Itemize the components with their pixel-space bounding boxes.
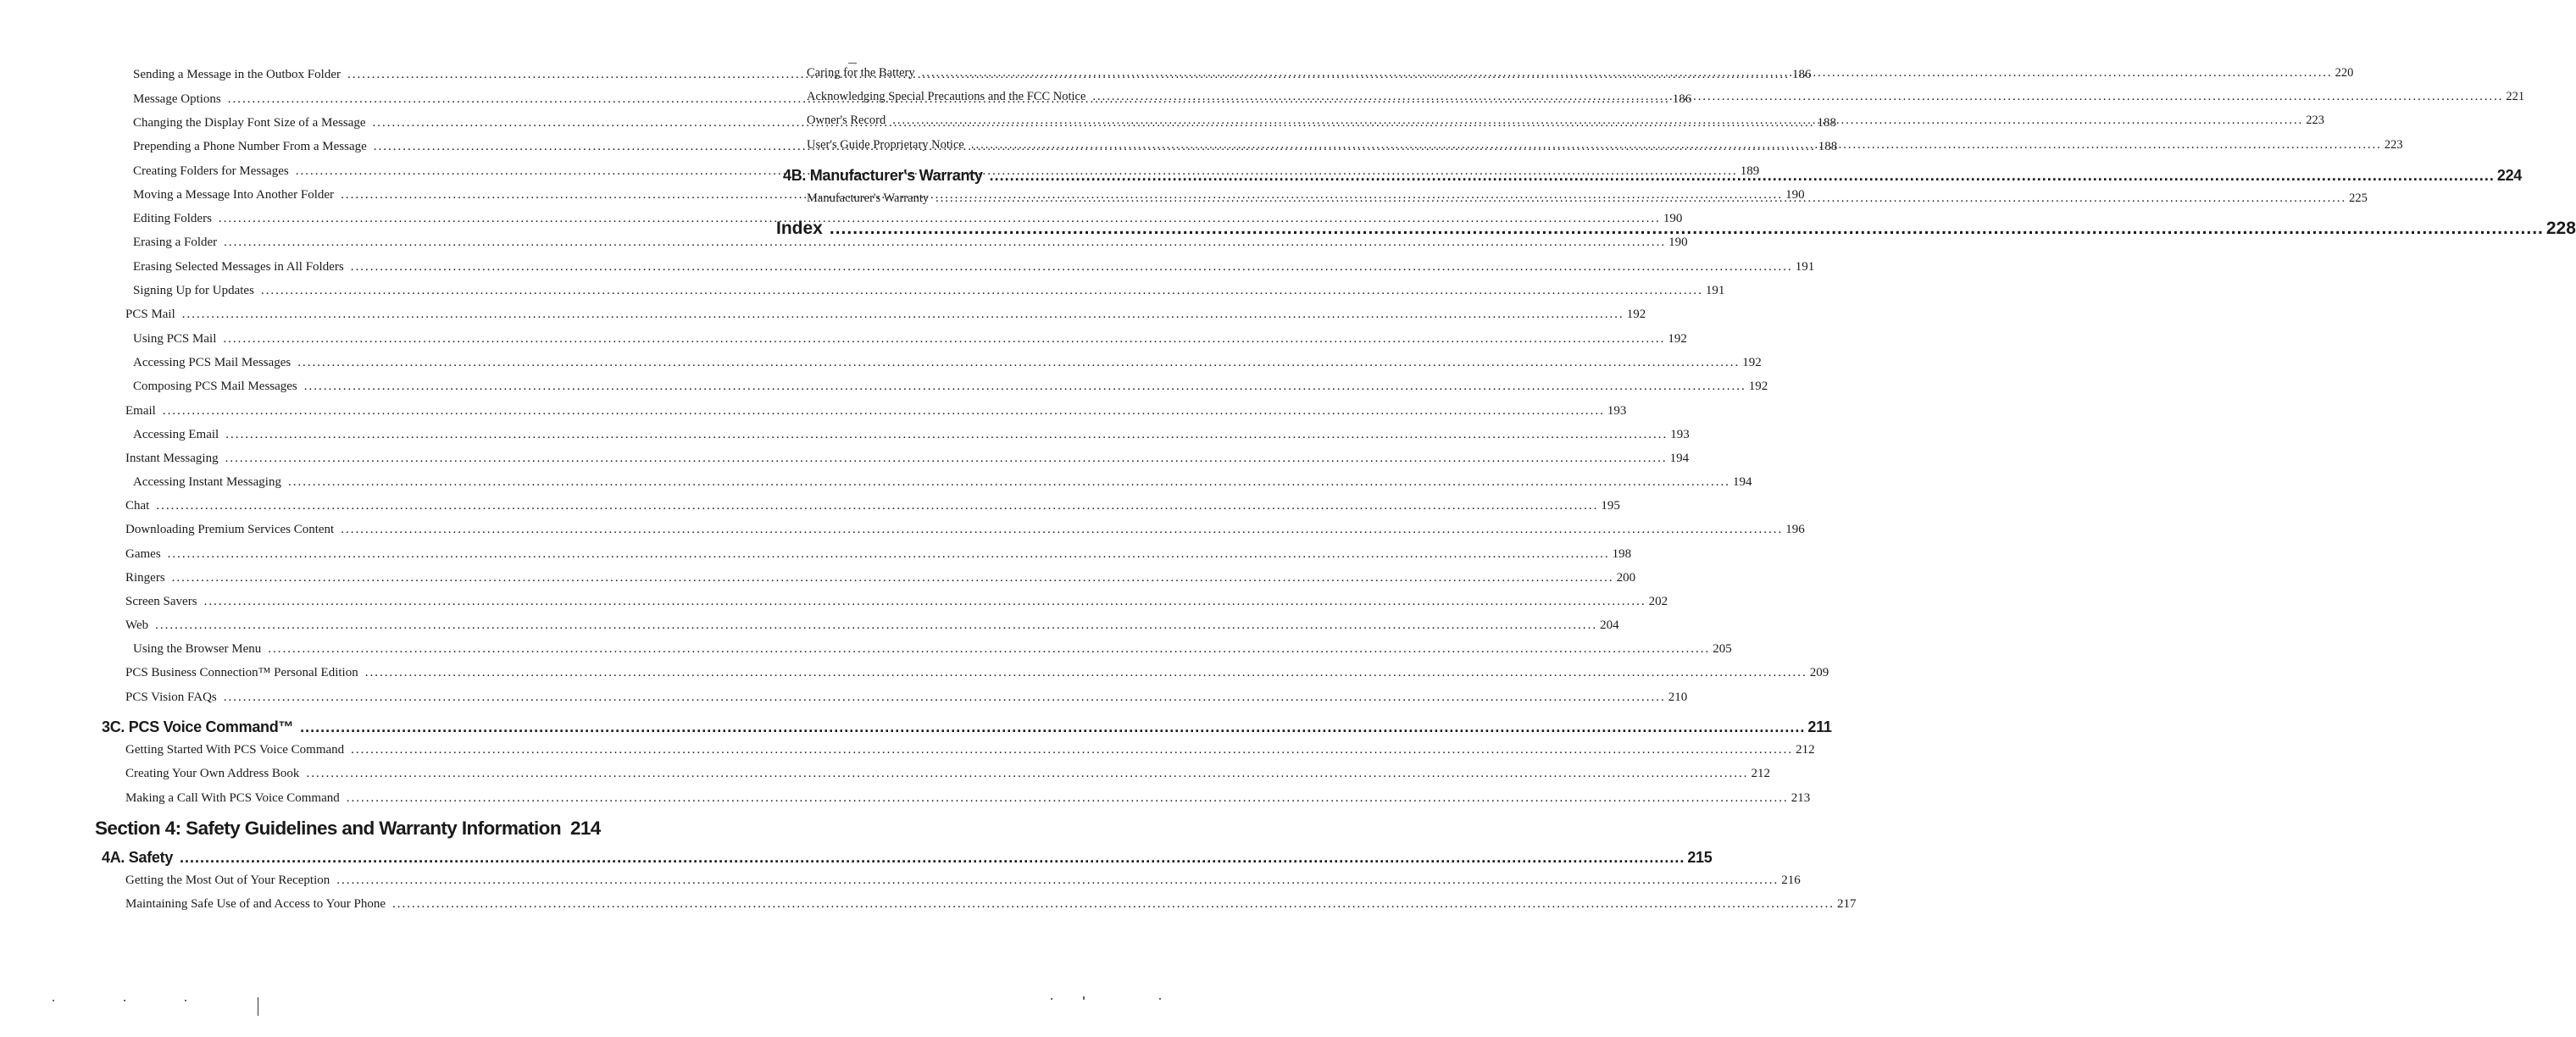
toc-entry-page: 194 (1732, 475, 1752, 489)
toc-entry (95, 666, 1829, 680)
scan-mark (848, 63, 857, 64)
toc-entry-page: 223 (2384, 138, 2403, 152)
toc-entry-title: Accessing PCS Mail Messages (133, 356, 291, 369)
dot-leader (182, 308, 1624, 322)
toc-entry (95, 718, 1832, 736)
dot-leader (261, 284, 1703, 298)
toc-entry (776, 219, 2576, 239)
toc-entry-page: 209 (1809, 666, 1829, 679)
toc-entry-title: Web (125, 618, 149, 632)
toc-entry (95, 428, 1690, 442)
dot-leader (180, 849, 1685, 867)
toc-entry-title: Using PCS Mail (133, 332, 217, 346)
toc-entry-title: Email (125, 404, 156, 418)
dot-leader (971, 138, 2382, 152)
dot-leader (172, 571, 1614, 585)
dot-leader (351, 260, 1793, 274)
dot-leader (225, 428, 1668, 442)
scan-dot (1159, 998, 1161, 1000)
toc-entry-page: 190 (1663, 212, 1683, 225)
dot-leader (351, 743, 1793, 757)
dot-leader (922, 66, 2333, 80)
toc-entry-title: Downloading Premium Services Content (125, 523, 335, 536)
toc-entry-title: Getting the Most Out of Your Reception (125, 873, 330, 887)
toc-entry (95, 547, 1632, 562)
toc-entry-page: 217 (1837, 897, 1857, 911)
toc-entry-page: 189 (1740, 164, 1760, 178)
toc-entry-page: 192 (1668, 332, 1687, 346)
toc-entry-title: Ringers (125, 571, 165, 585)
scan-dot (1083, 996, 1085, 1000)
dot-leader (1092, 90, 2503, 104)
toc-entry-title: Acknowledging Special Precautions and the FCC Notice (807, 90, 1086, 103)
toc-entry (95, 452, 1690, 466)
toc-entry-page: 191 (1705, 284, 1725, 297)
dot-leader (341, 523, 1783, 537)
toc-entry-page: 196 (1785, 523, 1805, 536)
scan-dot (185, 1000, 186, 1001)
toc-entry-page: 223 (2306, 114, 2324, 127)
dot-leader (155, 618, 1597, 633)
toc-entry (95, 404, 1627, 419)
toc-entry-title: Making a Call With PCS Voice Command (125, 791, 340, 805)
dot-leader (288, 475, 1730, 490)
dot-leader (990, 167, 2495, 185)
toc-entry-page: 228 (2545, 219, 2576, 238)
dot-leader (306, 767, 1748, 781)
toc-entry (95, 260, 1815, 274)
dot-leader (336, 873, 1779, 888)
toc-entry-page: 198 (1612, 547, 1632, 561)
toc-entry-page: 210 (1668, 690, 1688, 704)
toc-entry-title: Sending a Message in the Outbox Folder (133, 68, 341, 81)
toc-entry-title: Creating Folders for Messages (133, 164, 289, 178)
toc-entry-page: 225 (2349, 191, 2368, 205)
toc-entry-title: Accessing Instant Messaging (133, 475, 281, 489)
toc-entry-title: Maintaining Safe Use of and Access to Your Phone (125, 897, 386, 911)
toc-entry-page: 193 (1670, 428, 1690, 441)
dot-leader (935, 191, 2346, 206)
toc-entry-title: Message Options (133, 92, 221, 106)
toc-entry-page: 202 (1648, 595, 1668, 608)
toc-entry (95, 791, 1811, 806)
toc-entry-page: 214 (569, 818, 601, 839)
toc-entry-title: PCS Business Connection™ Personal Edition (125, 666, 358, 679)
toc-entry-page: 192 (1748, 380, 1768, 393)
toc-entry-title: Erasing a Folder (133, 236, 218, 249)
toc-entry-page: 220 (2334, 66, 2354, 80)
toc-entry (95, 308, 1646, 322)
toc-entry-title: Using the Browser Menu (133, 642, 262, 656)
toc-entry-title: User's Guide Proprietary Notice (807, 138, 964, 152)
toc-entry (95, 897, 1857, 912)
scan-dot (53, 1000, 54, 1001)
toc-entry-title: Changing the Display Font Size of a Message (133, 116, 366, 130)
toc-entry-title: Erasing Selected Messages in All Folders (133, 260, 344, 274)
dot-leader (892, 114, 2303, 128)
toc-entry-title: Chat (125, 499, 150, 513)
toc-entry-title: PCS Vision FAQs (125, 690, 217, 704)
toc-entry (95, 818, 601, 840)
dot-leader (304, 380, 1746, 394)
toc-entry-page: 191 (1795, 260, 1815, 274)
toc-entry (95, 690, 1688, 705)
toc-entry (95, 618, 1619, 633)
toc-entry-page: 212 (1796, 743, 1815, 757)
toc-entry-title: Accessing Email (133, 428, 219, 441)
toc-entry-page: 192 (1742, 356, 1762, 369)
dot-leader (225, 452, 1668, 466)
toc-entry-page: 216 (1781, 873, 1801, 887)
toc-entry-title: Getting Started With PCS Voice Command (125, 743, 345, 757)
toc-entry-title: Games (125, 547, 161, 561)
toc-entry (95, 380, 1768, 394)
toc-entry-page: 192 (1626, 308, 1646, 321)
toc-entry (95, 236, 1688, 250)
toc-entry (95, 767, 1770, 781)
toc-entry-title: Composing PCS Mail Messages (133, 380, 297, 393)
toc-entry-title: Section 4: Safety Guidelines and Warranty Information (95, 818, 561, 839)
toc-entry (95, 356, 1762, 370)
toc-entry-page: 205 (1713, 642, 1732, 656)
toc-entry (95, 523, 1805, 537)
toc-entry (95, 743, 1815, 757)
dot-leader (223, 332, 1665, 347)
toc-entry (95, 873, 1801, 888)
toc-entry-title: Manufacturer's Warranty (807, 191, 930, 205)
dot-leader (204, 595, 1646, 609)
toc-entry-page: 212 (1751, 767, 1770, 780)
dot-leader (168, 547, 1610, 562)
toc-entry-page: 194 (1669, 452, 1690, 465)
toc-entry-page: 215 (1687, 849, 1713, 866)
dot-leader (163, 404, 1605, 419)
toc-entry-page: 186 (1791, 68, 1812, 81)
toc-entry-page: 188 (1817, 116, 1837, 130)
toc-entry-page: 188 (1818, 140, 1838, 153)
toc-entry (95, 284, 1725, 298)
dot-leader (365, 666, 1807, 680)
toc-entry-title: Caring for the Battery (807, 66, 915, 80)
toc-entry-title: 3C. PCS Voice Command™ (102, 718, 294, 735)
toc-entry (95, 642, 1732, 657)
toc-entry-page: 224 (2496, 167, 2523, 184)
toc-entry-page: 221 (2506, 90, 2525, 103)
dot-leader (347, 791, 1789, 806)
toc-entry (95, 849, 1713, 867)
dot-leader (300, 718, 1805, 736)
toc-entry-title: 4A. Safety (102, 849, 174, 866)
dot-leader (224, 690, 1666, 705)
toc-entry-title: Index (776, 219, 823, 238)
toc-entry-page: 204 (1600, 618, 1619, 632)
toc-entry-title: Moving a Message Into Another Folder (133, 188, 335, 202)
toc-entry-page: 193 (1607, 404, 1627, 418)
toc-entry (95, 212, 1683, 226)
toc-entry (95, 571, 1636, 585)
toc-entry-title: Creating Your Own Address Book (125, 767, 300, 780)
toc-entry-page: 195 (1601, 499, 1620, 513)
toc-entry (95, 475, 1752, 490)
dot-leader (297, 356, 1740, 370)
dot-leader (156, 499, 1598, 513)
toc-entry-page: 211 (1807, 718, 1832, 735)
toc-entry-page: 213 (1790, 791, 1811, 805)
toc-entry (95, 332, 1687, 347)
toc-entry-page: 190 (1785, 188, 1805, 202)
dot-leader (392, 897, 1835, 912)
toc-entry-page: 186 (1672, 92, 1692, 106)
dot-leader (268, 642, 1710, 657)
toc-entry-page: 190 (1668, 236, 1688, 249)
toc-entry-page: 200 (1616, 571, 1636, 585)
dot-leader (830, 219, 2544, 239)
toc-entry (95, 595, 1668, 609)
toc-entry (95, 499, 1620, 513)
toc-entry-title: Instant Messaging (125, 452, 219, 465)
scan-dot (1051, 998, 1052, 1000)
toc-entry-title: Owner's Record (807, 114, 886, 127)
toc-entry-title: Prepending a Phone Number From a Message (133, 140, 367, 153)
toc-entry-title: Signing Up for Updates (133, 284, 254, 297)
scan-dot (124, 1000, 125, 1001)
toc-entry-title: 4B. Manufacturer's Warranty (783, 167, 983, 184)
toc-entry-title: Editing Folders (133, 212, 212, 225)
toc-entry-title: Screen Savers (125, 595, 197, 608)
toc-entry-title: PCS Mail (125, 308, 175, 321)
